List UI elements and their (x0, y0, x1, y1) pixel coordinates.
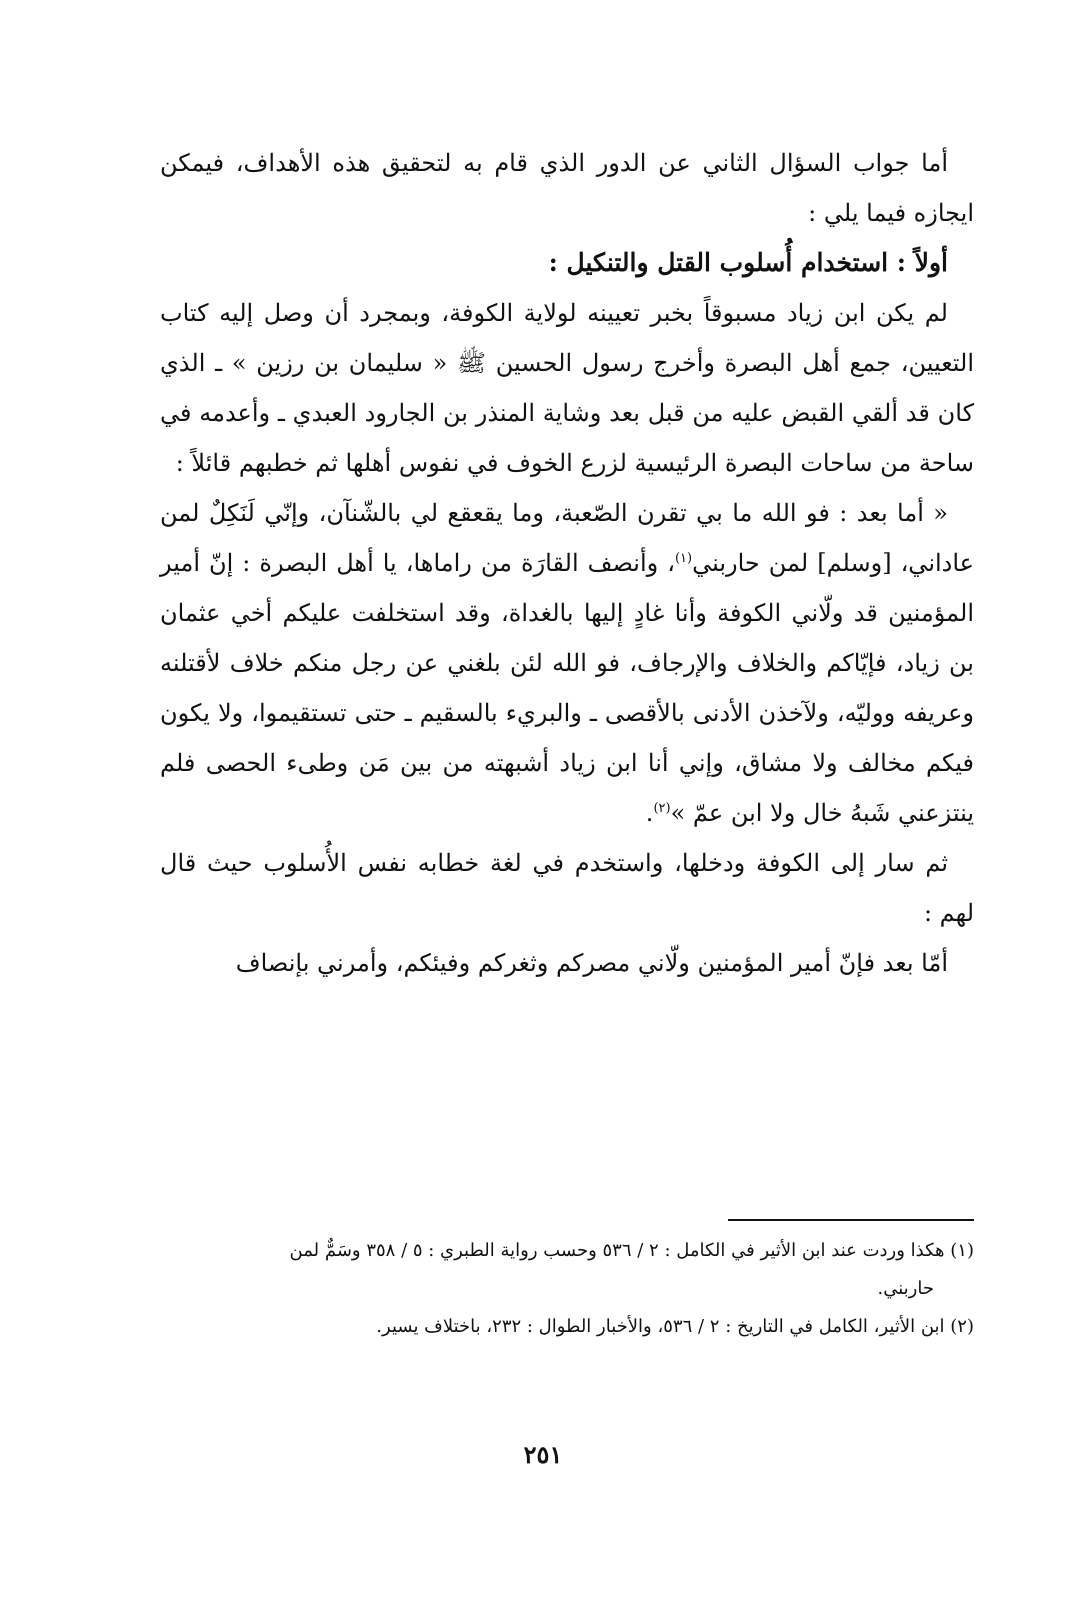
footnote-1-continued: حاربني. (877, 1278, 934, 1299)
paragraph-narrative: لم يكن ابن زياد مسبوقاً بخبر تعيينه لولاية الكوفة، وبمجرد أن وصل إليه كتاب التعيين، جمع أهل البصرة وأخرج رسول الحسين ﷺ « سليمان بن رزين » ـ الذي كان قد ألقي القبض عليه من قبل بعد وشاية المنذر بن الجارود العبدي ـ وأعدمه في ساحة من ساحات البصرة الرئيسية لزرع الخوف في نفوس أهلها ثم خطبهم قائلاً : (160, 299, 975, 477)
section-heading: أولاً : استخدام أُسلوب القتل والتنكيل : (548, 248, 948, 277)
footnote-1: (١) هكذا وردت عند ابن الأثير في الكامل : ٢ / ٥٣٦ وحسب رواية الطبري : ٥ / ٣٥٨ وسَمٌّ لمن (289, 1240, 974, 1261)
paragraph-intro: أما جواب السؤال الثاني عن الدور الذي قام به لتحقيق هذه الأهداف، فيمكن ايجازه فيما يلي : (160, 149, 974, 227)
footnote-divider (728, 1219, 974, 1221)
quote-basra-speech (160, 488, 974, 838)
quote-end: . (645, 799, 654, 827)
footnotes (160, 1232, 974, 1346)
paragraph-kufa: ثم سار إلى الكوفة ودخلها، واستخدم في لغة خطابه نفس الأُسلوب حيث قال لهم : (160, 849, 974, 927)
quote-part-2: ، وأنصف القارَة من راماها، يا أهل البصرة : إنّ أمير المؤمنين قد ولّاني الكوفة وأنا غادٍ إليها بالغداة، وقد استخلفت عليكم أخي عثمان بن زياد، فإيّاكم والخلاف والإرجاف، فو الله لئن بلغني عن رجل منكم خلاف لأقتلنه وعريفه ووليّه، ولآخذن الأدنى بالأقصى ـ والبريء بالسقيم ـ حتى تستقيموا، ولا يكون فيكم مخالف ولا مشاق، وإني أنا ابن زياد أشبهته من بين مَن وطىء الحصى فلم ينتزعني شَبهُ خال ولا ابن عمّ » (160, 549, 974, 827)
footnote-2: (٢) ابن الأثير، الكامل في التاريخ : ٢ / ٥٣٦، والأخبار الطوال : ٢٣٢، باختلاف يسير. (376, 1316, 974, 1337)
main-text (160, 138, 974, 988)
paragraph-kufa-speech: أمّا بعد فإنّ أمير المؤمنين ولّاني مصركم وثغركم وفيئكم، وأمرني بإنصاف (235, 949, 948, 977)
footnote-ref-2[interactable]: (٢) (653, 801, 671, 816)
quote-part-1: « أما بعد : فو الله ما بي تقرن الصّعبة، وما يقعقع لي بالشّنآن، وإنّي لَنَكِلٌ لمن عاداني، [وسلم] لمن حاربني (160, 499, 974, 577)
page-number: ٢٥١ (523, 1440, 563, 1469)
footnote-ref-1[interactable]: (١) (674, 551, 693, 566)
